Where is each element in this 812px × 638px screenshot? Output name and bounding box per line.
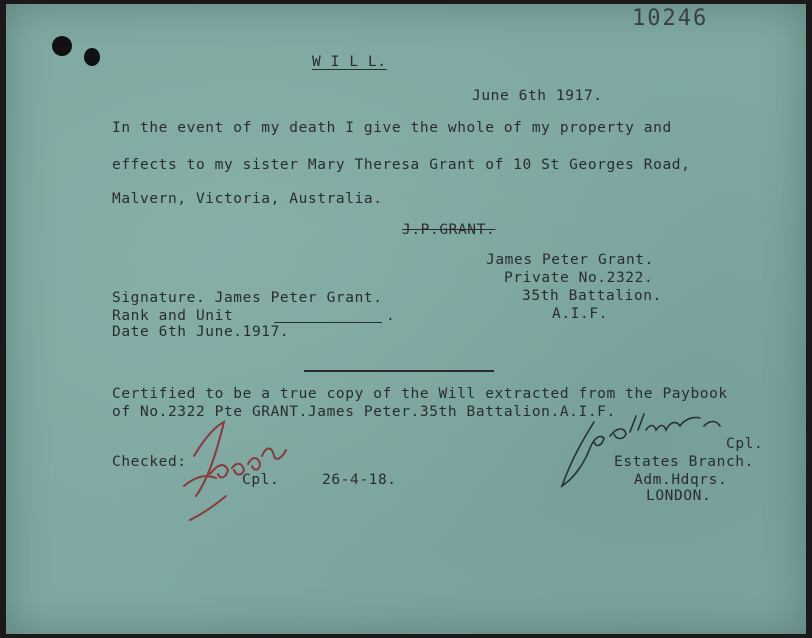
certification-line: of No.2322 Pte GRANT.James Peter.35th Battalion.A.I.F.: [112, 404, 616, 420]
will-date: June 6th 1917.: [472, 88, 603, 104]
office-branch: Estates Branch.: [614, 454, 754, 470]
testator-rank: Private No.2322.: [504, 270, 654, 286]
office-city: LONDON.: [646, 488, 712, 504]
typed-initials: J.P.GRANT.: [402, 222, 496, 238]
checker-signature: [166, 416, 316, 526]
reference-number: 10246: [632, 6, 709, 31]
document-heading: W I L L.: [312, 54, 387, 70]
testator-name: James Peter Grant.: [486, 252, 654, 268]
checked-label: Checked:: [112, 454, 187, 470]
form-date: Date 6th June.1917.: [112, 324, 290, 340]
punch-hole: [84, 48, 100, 66]
testator-unit: 35th Battalion.: [522, 288, 662, 304]
rank-unit-end: .: [386, 308, 396, 324]
body-line: In the event of my death I give the whole of my property and: [112, 120, 672, 136]
rank-unit-label: Rank and Unit: [112, 308, 234, 324]
office-rank: Cpl.: [726, 436, 764, 452]
body-line: effects to my sister Mary Theresa Grant of 10 St Georges Road,: [112, 157, 691, 173]
checked-date: 26-4-18.: [322, 472, 397, 488]
document-page: [6, 4, 806, 634]
body-line: Malvern, Victoria, Australia.: [112, 191, 383, 207]
punch-hole: [52, 36, 72, 56]
testator-force: A.I.F.: [552, 306, 608, 322]
signature-line: Signature. James Peter Grant.: [112, 290, 383, 306]
checker-rank: Cpl.: [242, 472, 280, 488]
rank-unit-blank: [274, 322, 382, 323]
certification-line: Certified to be a true copy of the Will extracted from the Paybook: [112, 386, 728, 402]
divider: [304, 370, 494, 372]
office-hq: Adm.Hdqrs.: [634, 472, 728, 488]
